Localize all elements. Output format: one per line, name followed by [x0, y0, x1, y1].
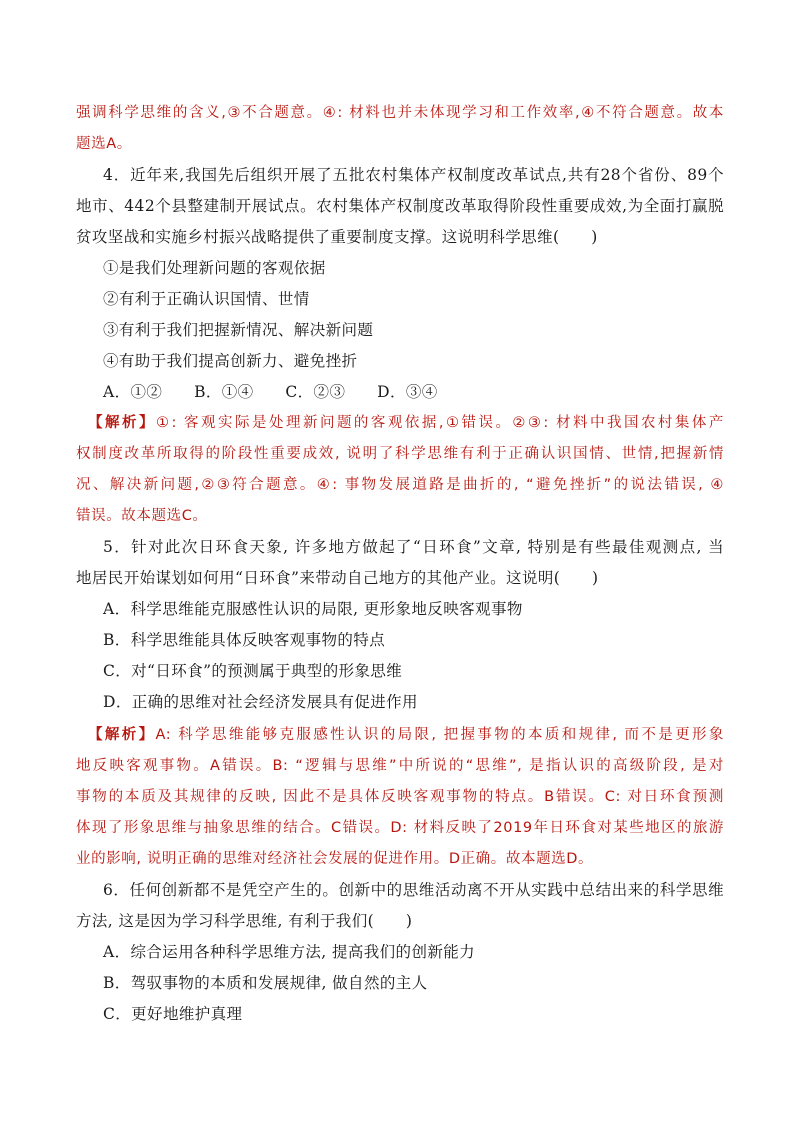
question-6-stem-line-1: 6．任何创新都不是凭空产生的。创新中的思维活动离不开从实践中总结出来的科学思维	[103, 881, 724, 899]
analysis-4-tag: 【解析】	[88, 415, 156, 431]
analysis-5-line-4: 体现了形象思维与抽象思维的结合。C错误。D: 材料反映了2019年日环食对某些地区的旅游	[76, 820, 724, 836]
question-5-option-a: A．科学思维能克服感性认识的局限, 更形象地反映客观事物	[103, 600, 523, 618]
question-5-stem-line-2: 地居民开始谋划如何用“日环食”来带动自己地方的其他产业。这说明( )	[76, 569, 599, 587]
analysis-3-line-2: 题选A。	[76, 136, 132, 152]
analysis-5-line-5: 业的影响, 说明正确的思维对经济社会发展的促进作用。D正确。故本题选D。	[76, 851, 594, 867]
question-5-option-c: C．对“日环食”的预测属于典型的形象思维	[103, 662, 403, 680]
analysis-5-line-1	[88, 725, 724, 745]
analysis-5-first: A: 科学思维能够克服感性认识的局限, 把握事物的本质和规律, 而不是更形象	[155, 727, 724, 743]
analysis-5-line-2: 地反映客观事物。A错误。B: “逻辑与思维”中所说的“思维”, 是指认识的高级阶段, 是对	[76, 758, 724, 774]
analysis-4-line-2: 权制度改革所取得的阶段性重要成效, 说明了科学思维有利于正确认识国情、世情,把握新情	[76, 446, 724, 462]
question-5-option-b: B．科学思维能具体反映客观事物的特点	[103, 631, 386, 649]
analysis-4-line-4: 错误。故本题选C。	[76, 508, 208, 524]
question-6-stem-line-2: 方法, 这是因为学习科学思维, 有利于我们( )	[76, 912, 413, 930]
question-4-choices: A．①② B．①④ C．②③ D．③④	[103, 383, 438, 401]
question-4-item-4: ④有助于我们提高创新力、避免挫折	[103, 352, 358, 370]
analysis-4-first: ①: 客观实际是处理新问题的客观依据,①错误。②③: 材料中我国农村集体产	[155, 415, 724, 431]
analysis-5-tag: 【解析】	[88, 727, 156, 743]
question-4-item-3: ③有利于我们把握新情况、解决新问题	[103, 321, 374, 339]
question-4-stem-line-2: 地市、442个县整建制开展试点。农村集体产权制度改革取得阶段性重要成效,为全面打赢脱	[76, 197, 724, 215]
question-4-stem-line-1: 4．近年来,我国先后组织开展了五批农村集体产权制度改革试点,共有28个省份、89个	[103, 166, 724, 184]
analysis-4-line-1	[88, 413, 724, 433]
analysis-5-line-3: 事物的本质及其规律的反映, 因此不是具体反映客观事物的特点。B错误。C: 对日环食预测	[76, 789, 724, 805]
question-6-option-c: C．更好地维护真理	[103, 1005, 243, 1023]
analysis-4-line-3: 况、解决新问题,②③符合题意。④: 事物发展道路是曲折的, “避免挫折”的说法错误, ④	[76, 477, 724, 493]
question-6-option-b: B．驾驭事物的本质和发展规律, 做自然的主人	[103, 974, 428, 992]
analysis-3-line-1: 强调科学思维的含义,③不合题意。④: 材料也并未体现学习和工作效率,④不符合题意。故本	[76, 105, 724, 121]
question-6-option-a: A．综合运用各种科学思维方法, 提高我们的创新能力	[103, 943, 476, 961]
question-5-option-d: D．正确的思维对社会经济发展具有促进作用	[103, 693, 418, 711]
question-4-stem-line-3: 贫攻坚战和实施乡村振兴战略提供了重要制度支撑。这说明科学思维( )	[76, 228, 598, 246]
question-4-item-2: ②有利于正确认识国情、世情	[103, 290, 310, 308]
question-5-stem-line-1: 5．针对此次日环食天象, 许多地方做起了“日环食”文章, 特别是有些最佳观测点, 当	[103, 538, 724, 556]
question-4-item-1: ①是我们处理新问题的客观依据	[103, 259, 326, 277]
